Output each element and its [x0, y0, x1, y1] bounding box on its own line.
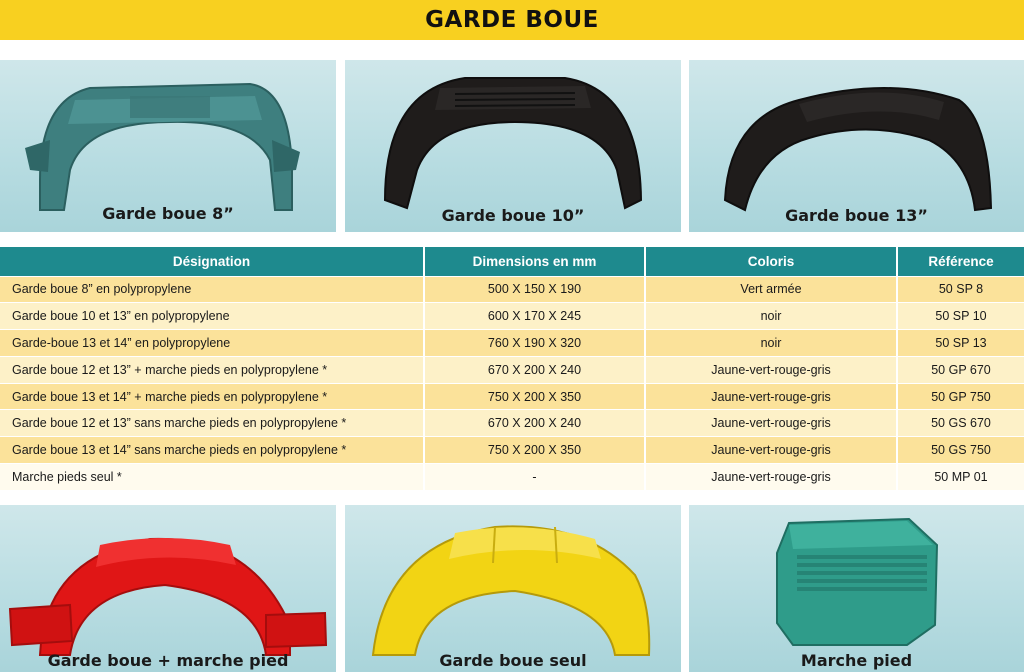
table-row — [0, 410, 1024, 437]
cell-dimensions: 600 X 170 X 245 — [424, 303, 645, 330]
cell-designation: Garde boue 13 et 14” sans marche pieds en polypropylene * — [0, 437, 424, 464]
column-header-designation: Désignation — [0, 247, 424, 276]
step-plate-teal-image — [689, 505, 1024, 672]
column-header-dimensions: Dimensions en mm — [424, 247, 645, 276]
table-row — [0, 276, 1024, 303]
photo-garde-boue-8 — [0, 60, 336, 232]
cell-designation: Marche pieds seul * — [0, 464, 424, 491]
cell-reference: 50 GS 670 — [897, 410, 1024, 437]
table-header-row — [0, 247, 1024, 276]
cell-coloris: Jaune-vert-rouge-gris — [645, 464, 897, 491]
cell-coloris: noir — [645, 303, 897, 330]
page-title: GARDE BOUE — [0, 0, 1024, 40]
cell-coloris: Jaune-vert-rouge-gris — [645, 356, 897, 383]
cell-reference: 50 SP 8 — [897, 276, 1024, 303]
table-row — [0, 330, 1024, 357]
cell-dimensions: 750 X 200 X 350 — [424, 383, 645, 410]
photo-garde-boue-10 — [345, 60, 681, 232]
photo-caption: Garde boue 8” — [102, 204, 234, 223]
cell-designation: Garde boue 13 et 14” + marche pieds en polypropylene * — [0, 383, 424, 410]
cell-designation: Garde boue 12 et 13” sans marche pieds en polypropylene * — [0, 410, 424, 437]
table-row — [0, 383, 1024, 410]
photo-garde-boue-13 — [689, 60, 1024, 232]
table-row — [0, 464, 1024, 491]
cell-designation: Garde boue 10 et 13” en polypropylene — [0, 303, 424, 330]
photo-caption: Garde boue 10” — [441, 206, 585, 225]
cell-dimensions: 670 X 200 X 240 — [424, 410, 645, 437]
fender-yellow-image — [345, 505, 681, 672]
table-row — [0, 437, 1024, 464]
photo-garde-boue-seul — [345, 505, 681, 672]
cell-coloris: Vert armée — [645, 276, 897, 303]
table-row — [0, 356, 1024, 383]
cell-dimensions: 750 X 200 X 350 — [424, 437, 645, 464]
fender-red-image — [0, 505, 336, 672]
cell-dimensions: 670 X 200 X 240 — [424, 356, 645, 383]
cell-coloris: Jaune-vert-rouge-gris — [645, 410, 897, 437]
photo-caption: Marche pied — [800, 651, 913, 670]
photo-caption: Garde boue + marche pied — [47, 651, 289, 670]
cell-reference: 50 GP 750 — [897, 383, 1024, 410]
column-header-reference: Référence — [897, 247, 1024, 276]
table-row — [0, 303, 1024, 330]
cell-designation: Garde boue 12 et 13” + marche pieds en polypropylene * — [0, 356, 424, 383]
photo-garde-boue-marche-pied — [0, 505, 336, 672]
cell-designation: Garde boue 8” en polypropylene — [0, 276, 424, 303]
cell-reference: 50 MP 01 — [897, 464, 1024, 491]
photo-marche-pied — [689, 505, 1024, 672]
cell-coloris: Jaune-vert-rouge-gris — [645, 437, 897, 464]
cell-dimensions: 760 X 190 X 320 — [424, 330, 645, 357]
photo-caption: Garde boue 13” — [785, 206, 928, 225]
cell-dimensions: 500 X 150 X 190 — [424, 276, 645, 303]
cell-coloris: noir — [645, 330, 897, 357]
cell-reference: 50 GS 750 — [897, 437, 1024, 464]
cell-reference: 50 GP 670 — [897, 356, 1024, 383]
cell-dimensions: - — [424, 464, 645, 491]
cell-reference: 50 SP 10 — [897, 303, 1024, 330]
photo-caption: Garde boue seul — [439, 651, 587, 670]
cell-designation: Garde-boue 13 et 14” en polypropylene — [0, 330, 424, 357]
cell-reference: 50 SP 13 — [897, 330, 1024, 357]
cell-coloris: Jaune-vert-rouge-gris — [645, 383, 897, 410]
product-table — [0, 247, 1024, 490]
column-header-coloris: Coloris — [645, 247, 897, 276]
